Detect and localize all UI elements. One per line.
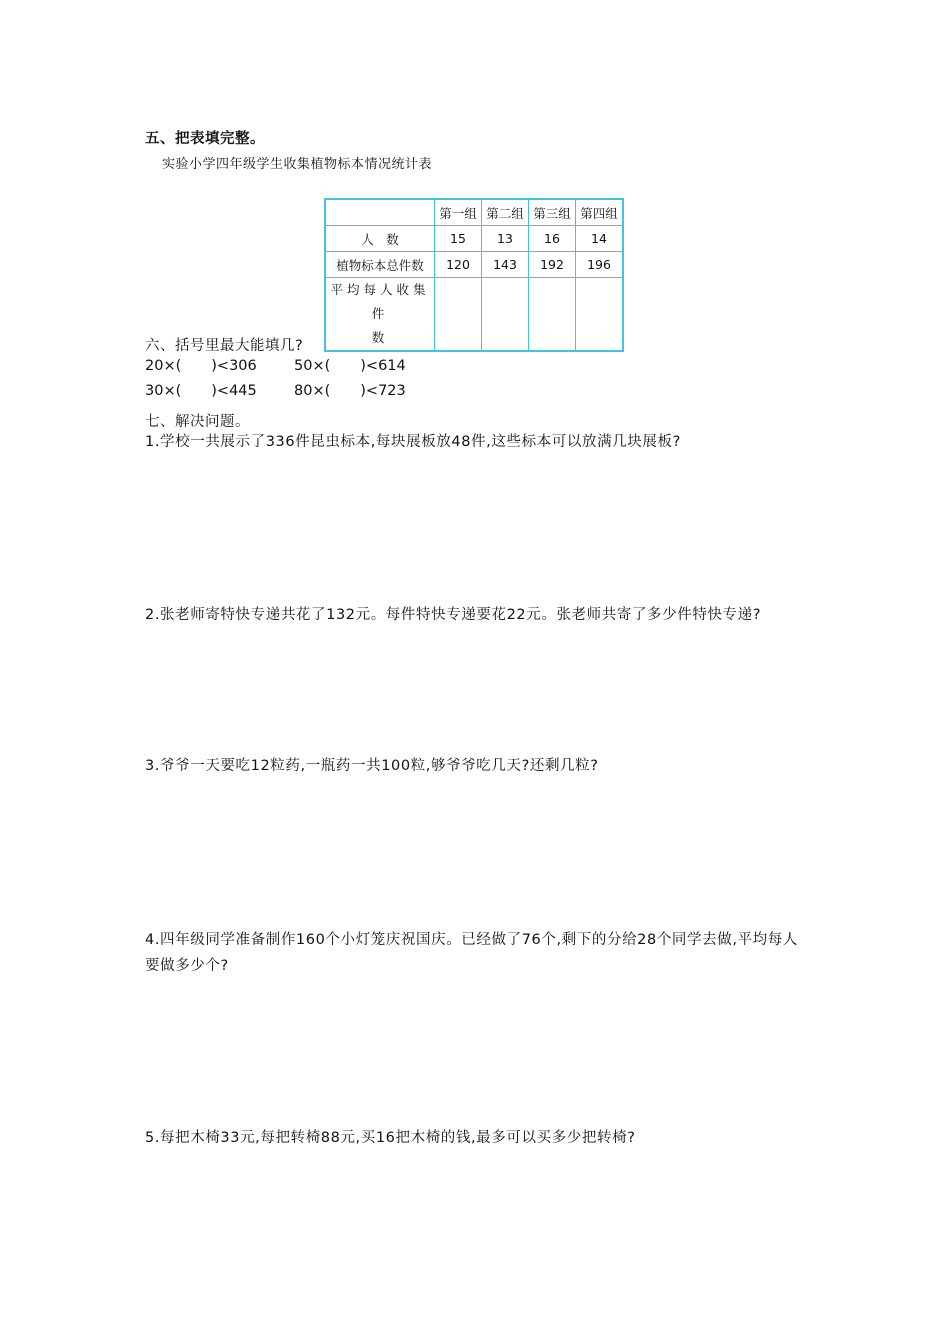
inequality-left: 30×(	[145, 383, 182, 399]
table-cell: 192	[529, 252, 576, 278]
table-cell: 120	[435, 252, 482, 278]
problem-1: 1.学校一共展示了336件昆虫标本,每块展板放48件,这些标本可以放满几块展板?	[145, 434, 681, 450]
inequality-right: )<723	[360, 383, 406, 399]
table-row	[325, 278, 623, 352]
inequality-left: 50×(	[294, 358, 331, 374]
row-label-line: 数	[371, 330, 389, 345]
table-caption: 实验小学四年级学生收集植物标本情况统计表	[162, 157, 433, 172]
answer-cell[interactable]	[435, 278, 482, 352]
inequality-item	[294, 358, 406, 374]
problem-3: 3.爷爷一天要吃12粒药,一瓶药一共100粒,够爷爷吃几天?还剩几粒?	[145, 758, 599, 774]
table-cell: 14	[576, 226, 624, 252]
row-label-line: 平均每人收集件	[330, 282, 430, 321]
answer-cell[interactable]	[576, 278, 624, 352]
table-row	[325, 226, 623, 252]
section-6-title: 六、括号里最大能填几?	[145, 338, 304, 354]
table-row	[325, 252, 623, 278]
table-cell: 15	[435, 226, 482, 252]
table-cell: 143	[482, 252, 529, 278]
table-header-row	[325, 199, 623, 226]
answer-cell[interactable]	[529, 278, 576, 352]
table-header-cell: 第三组	[529, 199, 576, 226]
section-5-title: 五、把表填完整。	[145, 131, 265, 147]
answer-cell[interactable]	[482, 278, 529, 352]
problem-5: 5.每把木椅33元,每把转椅88元,买16把木椅的钱,最多可以买多少把转椅?	[145, 1130, 636, 1146]
statistics-table	[324, 198, 624, 352]
inequality-row	[145, 383, 545, 403]
table-header-cell: 第四组	[576, 199, 624, 226]
inequality-left: 20×(	[145, 358, 182, 374]
row-label	[325, 278, 435, 352]
table-cell: 16	[529, 226, 576, 252]
problem-4: 4.四年级同学准备制作160个小灯笼庆祝国庆。已经做了76个,剩下的分给28个同学去做,平均每人要做多少个?	[145, 932, 798, 974]
table-header-cell: 第二组	[482, 199, 529, 226]
inequality-right: )<614	[360, 358, 406, 374]
inequality-item	[294, 383, 406, 399]
inequality-right: )<445	[211, 383, 257, 399]
inequality-item	[145, 383, 257, 399]
row-label: 人 数	[325, 226, 435, 252]
row-label: 植物标本总件数	[325, 252, 435, 278]
inequality-item	[145, 358, 257, 374]
section-7-title: 七、解决问题。	[145, 414, 250, 430]
table-header-cell	[325, 199, 435, 226]
table-cell: 13	[482, 226, 529, 252]
table-header-cell: 第一组	[435, 199, 482, 226]
inequality-row	[145, 358, 545, 378]
problem-2: 2.张老师寄特快专递共花了132元。每件特快专递要花22元。张老师共寄了多少件特快专递?	[145, 607, 762, 623]
table-cell: 196	[576, 252, 624, 278]
inequality-left: 80×(	[294, 383, 331, 399]
inequality-right: )<306	[211, 358, 257, 374]
